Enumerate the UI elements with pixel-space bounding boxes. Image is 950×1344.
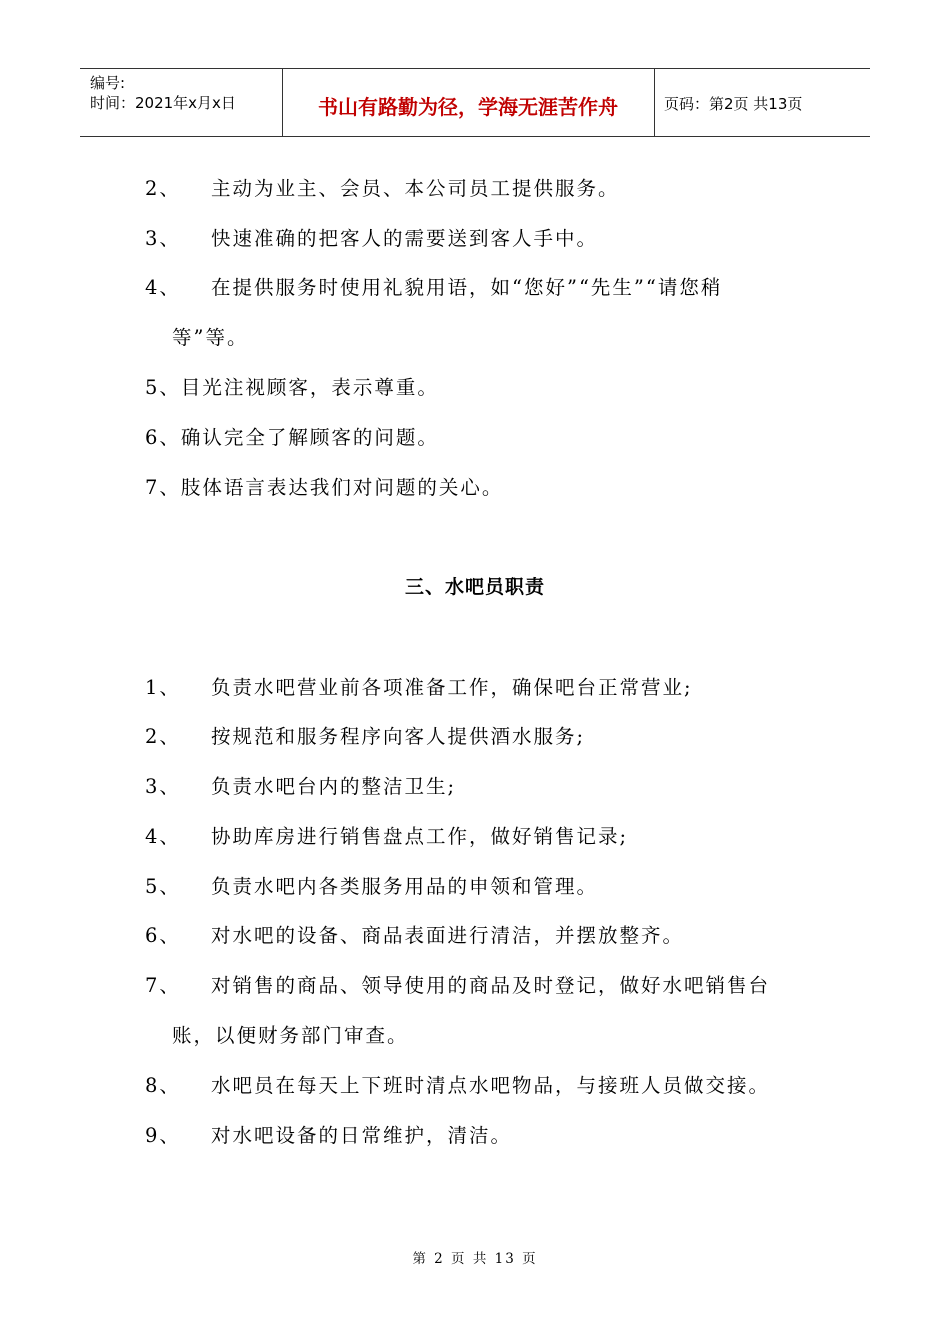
list-item-text: 主动为业主、会员、本公司员工提供服务。 bbox=[211, 177, 620, 200]
header-page-info: 页码：第2页 共13页 bbox=[664, 95, 803, 113]
list-item-number: 2、 bbox=[145, 725, 181, 748]
list-item-text: 协助库房进行销售盘点工作，做好销售记录; bbox=[211, 825, 629, 848]
list-item-number: 3、 bbox=[145, 227, 181, 250]
list-item-number: 4、 bbox=[145, 825, 181, 848]
header-page-cell bbox=[654, 69, 870, 136]
list-item-text: 按规范和服务程序向客人提供酒水服务; bbox=[211, 725, 586, 748]
header-motto: 书山有路勤为径，学海无涯苦作舟 bbox=[318, 95, 618, 119]
list-item-text: 对销售的商品、领导使用的商品及时登记，做好水吧销售台 bbox=[211, 974, 771, 997]
list-item-number: 9、 bbox=[145, 1124, 181, 1147]
list-item-number: 5、 bbox=[145, 875, 181, 898]
list-item-continuation: 账，以便财务部门审查。 bbox=[172, 1024, 409, 1047]
list-item-text: 6、确认完全了解顾客的问题。 bbox=[145, 426, 439, 449]
page-header bbox=[80, 68, 870, 137]
list-item-number: 4、 bbox=[145, 276, 181, 299]
list-item-text: 对水吧设备的日常维护，清洁。 bbox=[211, 1124, 513, 1147]
list-item-text: 对水吧的设备、商品表面进行清洁，并摆放整齐。 bbox=[211, 924, 685, 947]
list-item-text: 水吧员在每天上下班时清点水吧物品，与接班人员做交接。 bbox=[211, 1074, 771, 1097]
document-time-label: 时间：2021年x月x日 bbox=[90, 94, 236, 112]
list-item-number: 1、 bbox=[145, 676, 181, 699]
section-title: 三、水吧员职责 bbox=[404, 576, 545, 598]
list-item-text: 5、目光注视顾客，表示尊重。 bbox=[145, 376, 439, 399]
list-item-text: 负责水吧内各类服务用品的申领和管理。 bbox=[211, 875, 599, 898]
header-motto-cell bbox=[282, 69, 655, 136]
list-item-text: 负责水吧台内的整洁卫生; bbox=[211, 775, 457, 798]
list-item-number: 2、 bbox=[145, 177, 181, 200]
list-item-number: 3、 bbox=[145, 775, 181, 798]
list-item-text: 7、肢体语言表达我们对问题的关心。 bbox=[145, 476, 504, 499]
list-item-text: 快速准确的把客人的需要送到客人手中。 bbox=[211, 227, 599, 250]
header-meta bbox=[80, 69, 283, 136]
list-item-number: 7、 bbox=[145, 974, 181, 997]
list-item-number: 6、 bbox=[145, 924, 181, 947]
page-footer: 第 2 页 共 13 页 bbox=[412, 1251, 538, 1267]
list-item-number: 8、 bbox=[145, 1074, 181, 1097]
list-item-text: 负责水吧营业前各项准备工作，确保吧台正常营业; bbox=[211, 676, 693, 699]
list-item-text: 在提供服务时使用礼貌用语，如“您好”“先生”“请您稍 bbox=[211, 276, 723, 299]
list-item-continuation: 等”等。 bbox=[172, 326, 249, 349]
document-number-label: 编号: bbox=[90, 74, 126, 92]
